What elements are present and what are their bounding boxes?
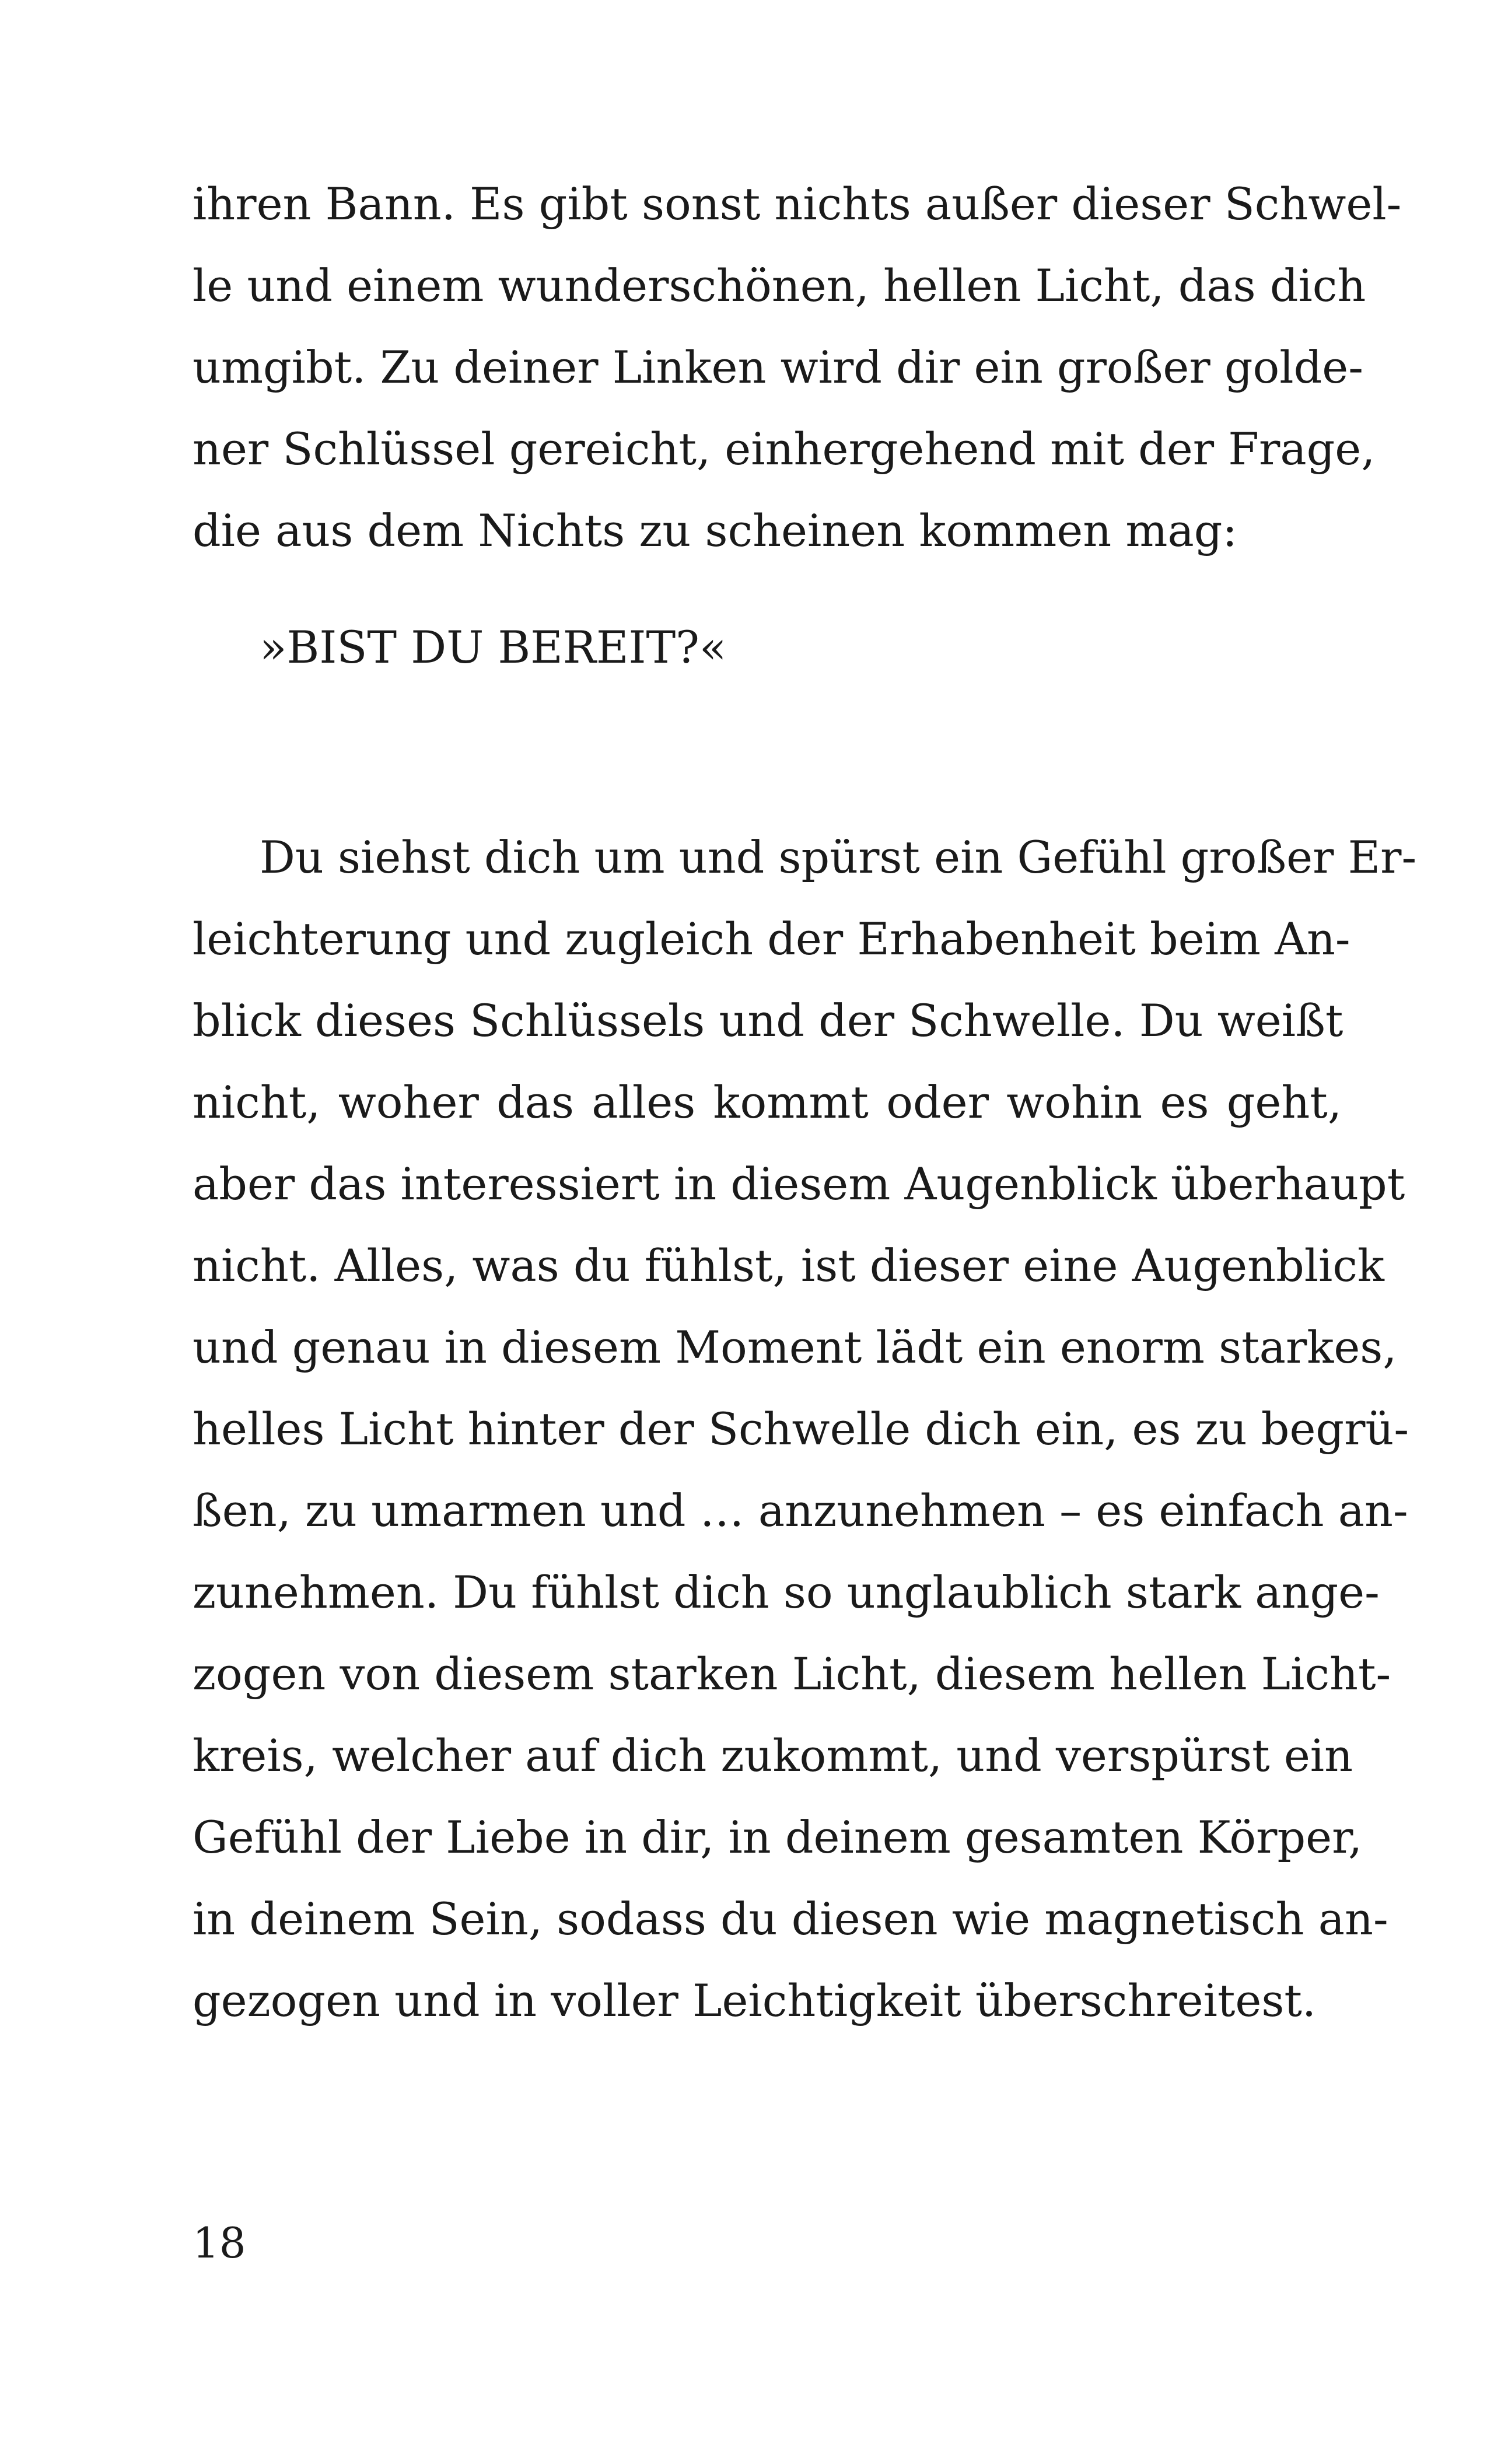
- text-line: leichterung und zugleich der Erhabenheit beim An-: [193, 913, 1350, 965]
- text-line: ßen, zu umarmen und … anzunehmen – es einfach an-: [193, 1485, 1408, 1536]
- text-line: Gefühl der Liebe in dir, in deinem gesamten Körper,: [193, 1811, 1363, 1863]
- page-number: 18: [193, 2218, 246, 2267]
- text-line: umgibt. Zu deiner Linken wird dir ein großer golde-: [193, 341, 1363, 393]
- text-line: in deinem Sein, sodass du diesen wie magnetisch an-: [193, 1893, 1388, 1945]
- text-line: zogen von diesem starken Licht, diesem hellen Licht-: [193, 1648, 1391, 1700]
- text-line: Du siehst dich um und spürst ein Gefühl großer Er-: [260, 831, 1417, 883]
- text-line: blick dieses Schlüssels und der Schwelle. Du weißt: [193, 995, 1343, 1046]
- text-line: und genau in diesem Moment lädt ein enorm starkes,: [193, 1321, 1397, 1373]
- text-line: nicht, woher das alles kommt oder wohin es geht,: [193, 1076, 1342, 1128]
- text-line: gezogen und in voller Leichtigkeit überschreitest.: [193, 1975, 1317, 2027]
- quote-line: »BIST DU BEREIT?«: [260, 621, 727, 673]
- text-line: zunehmen. Du fühlst dich so unglaublich stark ange-: [193, 1566, 1380, 1618]
- text-line: helles Licht hinter der Schwelle dich ein, es zu begrü-: [193, 1403, 1409, 1455]
- text-line: aber das interessiert in diesem Augenblick überhaupt: [193, 1158, 1405, 1210]
- text-line: le und einem wunderschönen, hellen Licht, das dich: [193, 260, 1366, 312]
- text-line: die aus dem Nichts zu scheinen kommen mag:: [193, 505, 1238, 556]
- text-line: kreis, welcher auf dich zukommt, und verspürst ein: [193, 1730, 1353, 1782]
- text-line: nicht. Alles, was du fühlst, ist dieser eine Augenblick: [193, 1240, 1384, 1292]
- text-line: ner Schlüssel gereicht, einhergehend mit der Frage,: [193, 423, 1376, 475]
- text-line: ihren Bann. Es gibt sonst nichts außer dieser Schwel-: [193, 178, 1402, 230]
